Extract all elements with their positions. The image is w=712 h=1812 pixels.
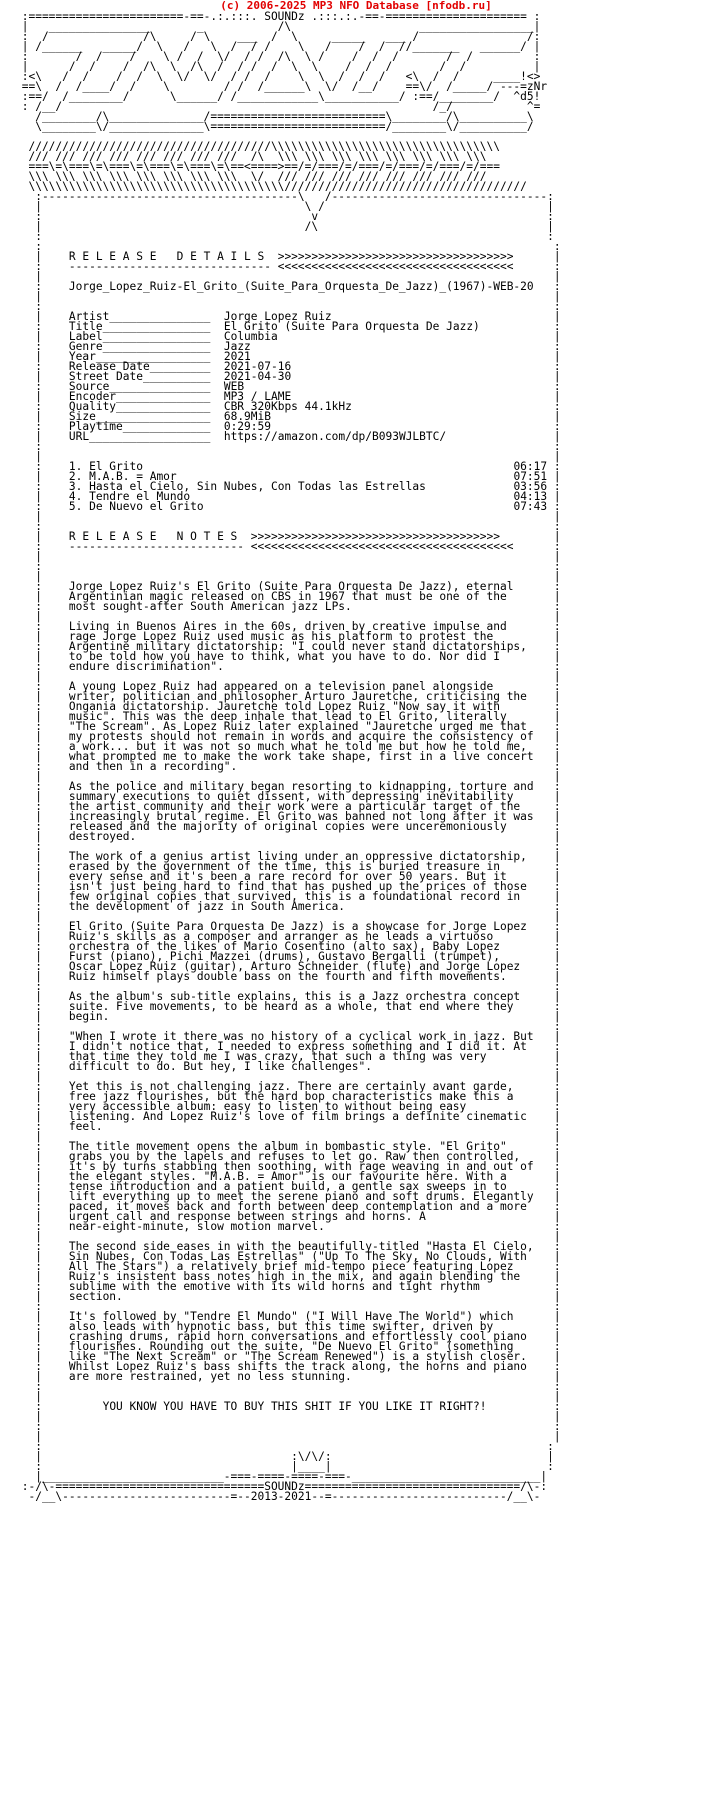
note-text: every sense and it's been a rare record for over 50 years. But it [68, 870, 507, 883]
note-text: urgent call and response between strings and horns. A [68, 1210, 426, 1223]
field-label: Quality [68, 400, 117, 413]
blank-line: | | [15, 290, 561, 303]
note-text: it's by turns stabbing then soothing, with rage weaving in and out of [68, 1160, 534, 1173]
note-text: sublime with the emotive with its wild horns and tight rhythm [68, 1280, 480, 1293]
field-value: WEB [223, 380, 245, 393]
blank-line: | | [15, 1410, 561, 1423]
note-line: : Oscar Lopez Ruiz (guitar), Arturo Schneider (flute) and Jorge Lopez : [15, 960, 561, 973]
note-line: | like "The Next Scream" or "The Scream Renewed") is a stylish closer. | [15, 1350, 561, 1363]
note-text: near-eight-minute, slow motion marvel. [68, 1220, 325, 1233]
footer-art-line: : : [15, 1440, 554, 1453]
detail-row: | URL__________________ https://amazon.com/dp/B093WJLBTC/ | [15, 430, 561, 443]
field-value: 2021-07-16 [223, 360, 292, 373]
note-line: | It's followed by "Tendre El Mundo" ("I Will Have The World") which | [15, 1310, 561, 1323]
blank-line: | | [15, 1430, 561, 1443]
note-line: | As the album's sub-title explains, this is a Jazz orchestra concept | [15, 990, 561, 1003]
note-line: | Furst (piano), Pichi Mazzei (drums), Gustavo Bergalli (trumpet), | [15, 950, 561, 963]
field-value: CBR 320Kbps 44.1kHz [223, 400, 352, 413]
blank-line: | | [15, 1070, 561, 1083]
note-line: : All The Stars") a relatively brief mid-tempo piece featuring Lopez : [15, 1260, 561, 1273]
note-text: most sought-after South American jazz LPs. [68, 600, 352, 613]
section-heading-underline: : -------------------------- <<<<<<<<<<<<<<<<<<<<<<<<<<<<<<<<<<<<<<< : [15, 540, 561, 553]
field-value: El Grito (Suite Para Orquesta De Jazz) [223, 320, 480, 333]
arrows-decoration: <<<<<<<<<<<<<<<<<<<<<<<<<<<<<<<<<<< [277, 260, 514, 273]
note-line: : endure discrimination". : [15, 660, 561, 673]
track-row: | 4. Tendre el Mundo 04:13 | [15, 490, 561, 503]
field-value: MP3 / LAME [223, 390, 292, 403]
banner-art-line: | /\ | [15, 220, 554, 233]
blank-line: | | [15, 570, 561, 583]
note-line: | Sin Nubes, Con Todas Las Estrellas" ("Up To The Sky, No Clouds, With | [15, 1250, 561, 1263]
note-text: I didn't notice that, I needed to express something and I did it. At [68, 1040, 527, 1053]
blank-line: : : [15, 980, 561, 993]
banner-art-line: \________\/______________\==========================/________\/__________/ [15, 120, 534, 133]
note-line: | grabs you by the lapels and refuses to let go. Raw then controlled, | [15, 1150, 561, 1163]
field-label: Playtime [68, 420, 123, 433]
blank-line: : : [15, 1300, 561, 1313]
note-text: The work of a genius artist living under an oppressive dictatorship, [68, 850, 527, 863]
footer-art-line: : |____| : [15, 1460, 554, 1473]
track-row: | 2. M.A.B. = Amor 07:51 | [15, 470, 561, 483]
note-line: | rage Jorge Lopez Ruiz used music as his platform to protest the | [15, 630, 561, 643]
note-line: | listening. And Lopez Ruiz's love of film brings a definite cinematic | [15, 1110, 561, 1123]
blank-line: | | [15, 510, 561, 523]
nfo-document [15, 12, 705, 1502]
note-line: : also leads with hypnotic bass, but this time swifter, driven by : [15, 1320, 561, 1333]
note-text: Whilst Lopez Ruiz's bass shifts the track along, the horns and piano [68, 1360, 527, 1373]
note-line: : Yet this is not challenging jazz. There are certainly avant garde, : [15, 1080, 561, 1093]
note-text: The title movement opens the album in bombastic style. "El Grito" [68, 1140, 507, 1153]
release-name: Jorge_Lopez_Ruiz-El_Grito_(Suite_Para_Orquesta_De_Jazz)_(1967)-WEB-20 [68, 280, 534, 293]
blank-line: | | [15, 610, 561, 623]
note-text: increasingly brutal regime. El Grito was banned not long after it was [68, 810, 534, 823]
track-row: : 3. Hasta el Cielo, Sin Nubes, Con Todas las Estrellas 03:56 : [15, 480, 561, 493]
note-text: Sin Nubes, Con Todas Las Estrellas" ("Up To The Sky, No Clouds, With [68, 1250, 527, 1263]
note-line: | section. | [15, 1290, 561, 1303]
note-line: | every sense and it's been a rare record for over 50 years. But it | [15, 870, 561, 883]
release-details-heading: R E L E A S E D E T A I L S [68, 250, 265, 263]
detail-row: : Source_______________ WEB : [15, 380, 561, 393]
track-time: 06:17 [513, 460, 548, 473]
banner-art-line: | /______ _____/ \ / \ / / / \ / / / //_______ ______/ | [15, 40, 541, 53]
note-text: Ruiz's insistent bass notes high in the mix, and again blending the [68, 1270, 521, 1283]
banner-art-line: | _______________ _ /\ _________________| [15, 20, 541, 33]
detail-row: : Playtime_____________ 0:29:59 : [15, 420, 561, 433]
arrows-decoration: <<<<<<<<<<<<<<<<<<<<<<<<<<<<<<<<<<<<<<< [250, 540, 514, 553]
footer-art-line: -/__\-------------------------=--2013-2021--=--------------------------/__\- [15, 1490, 541, 1503]
note-text: summary executions to quiet dissent, with depressing inevitability [68, 790, 514, 803]
banner-art-line: :<\ / / / / \ \/ \/ / / / \ \ / / / <\ / / ____!<> [15, 70, 541, 83]
track-time: 04:13 [513, 490, 548, 503]
note-text: the development of jazz in South America. [68, 900, 346, 913]
note-text: rage Jorge Lopez Ruiz used music as his platform to protest the [68, 630, 494, 643]
note-text: few original copies that survived, this is a foundational record in [68, 890, 521, 903]
field-label: Label [68, 330, 103, 343]
note-line: | free jazz flourishes, but the hard bop characteristics make this a | [15, 1090, 561, 1103]
note-line: : The second side eases in with the beautifully-titled "Hasta El Cielo, : [15, 1240, 561, 1253]
note-line: | to be told how you have to think, what you have to do. Nor did I | [15, 650, 561, 663]
banner-art-line: /________/\______________/==========================\________/\__________\ [15, 110, 534, 123]
note-line: : sublime with the emotive with its wild horns and tight rhythm : [15, 1280, 561, 1293]
note-text: A young Lopez Ruiz had appeared on a television panel alongside [68, 680, 494, 693]
blank-line: : : [15, 240, 561, 253]
note-line: | Ruiz's skills as a composer and arranger as he leads a virtuoso | [15, 930, 561, 943]
note-text: "When I wrote it there was no history of a cyclical work in jazz. But [68, 1030, 534, 1043]
detail-row: | Encoder______________ MP3 / LAME | [15, 390, 561, 403]
banner-art-line: : / /\ / \ ___ / \ _____ ___ / /: [15, 30, 541, 43]
note-text: section. [68, 1290, 123, 1303]
note-text: free jazz flourishes, but the hard bop characteristics make this a [68, 1090, 514, 1103]
note-text: Argentine military dictatorship: "I could never stand dictatorships, [68, 640, 527, 653]
banner-art-line: | / / / /\ \ /\ / / / / \ \ / / / / / | [15, 60, 541, 73]
site-header: (c) 2006-2025 MP3 NFO Database [nfodb.ru] [220, 0, 492, 12]
blank-line: | | [15, 770, 561, 783]
note-line: : I didn't notice that, I needed to express something and I did it. At : [15, 1040, 561, 1053]
detail-row: : Title________________ El Grito (Suite Para Orquesta De Jazz) : [15, 320, 561, 333]
note-text: Oscar Lopez Ruiz (guitar), Arturo Schneider (flute) and Jorge Lopez [68, 960, 521, 973]
blank-line: : : [15, 1420, 561, 1433]
note-text: like "The Next Scream" or "The Scream Renewed") is a stylish closer. [68, 1350, 527, 1363]
section-heading: | R E L E A S E D E T A I L S >>>>>>>>>>>>>>>>>>>>>>>>>>>>>>>>>>> | [15, 250, 561, 263]
blank-line: | | [15, 1230, 561, 1243]
note-line: | Argentinian magic released on CBS in 1967 that must be one of the | [15, 590, 561, 603]
note-text: "The Scream". As Lopez Ruiz later explained "Jauretche urged me that [68, 720, 527, 733]
section-heading-underline: : ------------------------------ <<<<<<<<<<<<<<<<<<<<<<<<<<<<<<<<<<< : [15, 260, 561, 273]
heading-underline: ------------------------------ [68, 260, 271, 273]
footer-art-line: | :\/\/: | [15, 1450, 554, 1463]
field-value: Columbia [223, 330, 278, 343]
banner-art-line: :==/ /________/ \______/ /____________\___________/ :==/________/ ^d5! [15, 90, 541, 103]
detail-row: | Street Date__________ 2021-04-30 | [15, 370, 561, 383]
banner-art-line: ////////////////////////////////////\\\\\\\\\\\\\\\\\\\\\\\\\\\\\\\\\\ [15, 140, 500, 153]
blank-line: | | [15, 670, 561, 683]
field-value: Jorge Lopez Ruiz [223, 310, 332, 323]
track-title: 2. M.A.B. = Amor [68, 470, 177, 483]
note-text: feel. [68, 1120, 103, 1133]
blank-line: | | [15, 1130, 561, 1143]
note-line: : feel. : [15, 1120, 561, 1133]
field-label: Title [68, 320, 103, 333]
note-line: : Ongania dictatorship. Jauretche told Lopez Ruiz "Now say it with : [15, 700, 561, 713]
note-text: endure discrimination". [68, 660, 224, 673]
banner-line [15, 122, 705, 132]
detail-row: | Artist_______________ Jorge Lopez Ruiz | [15, 310, 561, 323]
note-line: | writer, politician and philosopher Arturo Jauretche, criticising the | [15, 690, 561, 703]
banner-art-line: \\\\\\\\\\\\\\\\\\\\\\\\\\\\\\\\\\\\\\//////////////////////////////////// [15, 180, 527, 193]
note-text: Furst (piano), Pichi Mazzei (drums), Gustavo Bergalli (trumpet), [68, 950, 500, 963]
note-line: : difficult to do. But hey, I like challenges". : [15, 1060, 561, 1073]
blank-line: | | [15, 550, 561, 563]
note-line: | my protests should not remain in words and acquire the consistency of | [15, 730, 561, 743]
note-line: : Living in Buenos Aires in the 60s, driven by creative impulse and : [15, 620, 561, 633]
field-label: Source [68, 380, 110, 393]
note-line: : suite. Five movements, to be heard as a whole, that end where they : [15, 1000, 561, 1013]
track-time: 07:51 [513, 470, 548, 483]
note-text: El Grito (Suite Para Orquesta De Jazz) is a showcase for Jorge Lopez [68, 920, 527, 933]
note-line: : a work... but it was not so much what he told me but how he told me, : [15, 740, 561, 753]
note-line: | increasingly brutal regime. El Grito was banned not long after it was | [15, 810, 561, 823]
note-line: : El Grito (Suite Para Orquesta De Jazz) is a showcase for Jorge Lopez : [15, 920, 561, 933]
note-line: | what prompted me to make the work take shape, first in a live concert | [15, 750, 561, 763]
note-text: to be told how you have to think, what you have to do. Nor did I [68, 650, 500, 663]
note-line: | "When I wrote it there was no history of a cyclical work in jazz. But | [15, 1030, 561, 1043]
banner-art-line: ===\=\===\=\===\=\===\=\===\=\==<====>==/=/===/=/===/=/===/=/===/=/=== [15, 160, 500, 173]
footer-art-line: |___________________________-===-====-====-===-____________________________| [15, 1470, 548, 1483]
footer-art-line: :-/\-===============================SOUNDz================================/\-: [15, 1480, 548, 1493]
note-line: : "The Scream". As Lopez Ruiz later explained "Jauretche urged me that : [15, 720, 561, 733]
note-line: : it's by turns stabbing then soothing, with rage weaving in and out of : [15, 1160, 561, 1173]
banner-art-line: :--------------------------------------\ /--------------------------------: [15, 190, 554, 203]
field-label: Artist [68, 310, 110, 323]
note-line: | summary executions to quiet dissent, with depressing inevitability | [15, 790, 561, 803]
note-text: As the police and military began resorting to kidnapping, torture and [68, 780, 534, 793]
track-time: 03:56 [513, 480, 548, 493]
note-text: lift everything up to meet the serene piano and soft drums. Elegantly [68, 1190, 534, 1203]
note-text: Ongania dictatorship. Jauretche told Lopez Ruiz "Now say it with [68, 700, 500, 713]
field-value: 68.9MiB [223, 410, 271, 423]
banner-art-line: : / / / \ / / \/ / / /\ \ / / / / / / : [15, 50, 541, 63]
closing-row: : YOU KNOW YOU HAVE TO BUY THIS SHIT IF YOU LIKE IT RIGHT?! : [15, 1400, 561, 1413]
note-line: : Whilst Lopez Ruiz's bass shifts the track along, the horns and piano : [15, 1360, 561, 1373]
note-text: released and the majority of original copies were unceremoniously [68, 820, 507, 833]
note-text: what prompted me to make the work take shape, first in a live concert [68, 750, 534, 763]
banner-art-line: : v : [15, 210, 554, 223]
note-line: : very accessible album: easy to listen to without being easy : [15, 1100, 561, 1113]
blank-line: | | [15, 450, 561, 463]
blank-line: : : [15, 560, 561, 573]
note-line: : flourishes. Rounding out the suite, "De Nuevo El Grito" (something : [15, 1340, 561, 1353]
note-line: : near-eight-minute, slow motion marvel. : [15, 1220, 561, 1233]
note-text: Yet this is not challenging jazz. There are certainly avant garde, [68, 1080, 514, 1093]
note-line: | destroyed. | [15, 830, 561, 843]
note-text: crashing drums, rapid horn conversations and effortlessly cool piano [68, 1330, 527, 1343]
note-text: It's followed by "Tendre El Mundo" ("I Will Have The World") which [68, 1310, 514, 1323]
note-text: Ruiz himself plays double bass on the fourth and fifth movements. [68, 970, 507, 983]
note-line: : the development of jazz in South America. : [15, 900, 561, 913]
note-text: paced, it moves back and forth between deep contemplation and a more [68, 1200, 527, 1213]
note-line: | the elegant styles. "M.A.B. = Amor" is our favourite here. With a | [15, 1170, 561, 1183]
track-title: 4. Tendre el Mundo [68, 490, 191, 503]
heading-underline: -------------------------- [68, 540, 245, 553]
note-text: flourishes. Rounding out the suite, "De Nuevo El Grito" (something [68, 1340, 514, 1353]
note-line: : Argentine military dictatorship: "I could never stand dictatorships, : [15, 640, 561, 653]
detail-row: : Release Date_________ 2021-07-16 : [15, 360, 561, 373]
note-line: | urgent call and response between strings and horns. A | [15, 1210, 561, 1223]
track-row: : 5. De Nuevo el Grito 07:43 : [15, 500, 561, 513]
note-text: music". This was the deep inhale that lead to El Grito, literally [68, 710, 507, 723]
release-notes-heading: R E L E A S E N O T E S [68, 530, 238, 543]
track-row: : 1. El Grito 06:17 : [15, 460, 561, 473]
banner-art-line: /// /// /// /// /// /// /// /// /\ \\\ \\\ \\\ \\\ \\\ \\\ \\\ \\\ [15, 150, 487, 163]
section-heading: | R E L E A S E N O T E S >>>>>>>>>>>>>>>>>>>>>>>>>>>>>>>>>>>>> | [15, 530, 561, 543]
detail-row: : Genre________________ Jazz : [15, 340, 561, 353]
note-line: : most sought-after South American jazz LPs. : [15, 600, 561, 613]
note-text: Argentinian magic released on CBS in 1967 that must be one of the [68, 590, 507, 603]
note-text: Jorge Lopez Ruiz's El Grito (Suite Para Orquesta De Jazz), eternal [68, 580, 514, 593]
blank-line: : : [15, 300, 561, 313]
release-name-line: : Jorge_Lopez_Ruiz-El_Grito_(Suite_Para_Orquesta_De_Jazz)_(1967)-WEB-20 : [15, 280, 561, 293]
note-text: difficult to do. But hey, I like challenges". [68, 1060, 372, 1073]
blank-line: : : [15, 1020, 561, 1033]
note-line: : tense introduction and a patient build, a gentle sax sweeps in to : [15, 1180, 561, 1193]
note-text: the artist community and their work were a particular target of the [68, 800, 521, 813]
note-line: | music". This was the deep inhale that lead to El Grito, literally | [15, 710, 561, 723]
note-text: begin. [68, 1010, 110, 1023]
note-line: : orchestra of the likes of Mario Cosentino (alto sax), Baby Lopez : [15, 940, 561, 953]
note-text: suite. Five movements, to be heard as a whole, that end where they [68, 1000, 514, 1013]
arrows-decoration: >>>>>>>>>>>>>>>>>>>>>>>>>>>>>>>>>>>>> [250, 530, 500, 543]
note-line: : Jorge Lopez Ruiz's El Grito (Suite Para Orquesta De Jazz), eternal : [15, 580, 561, 593]
field-label: Street Date [68, 370, 143, 383]
blank-line: : : [15, 520, 561, 533]
note-text: also leads with hypnotic bass, but this time swifter, driven by [68, 1320, 494, 1333]
closing-line: YOU KNOW YOU HAVE TO BUY THIS SHIT IF YOU LIKE IT RIGHT?! [102, 1400, 487, 1413]
note-text: erased by the government of the time, this is buried treasure in [68, 860, 500, 873]
note-line: : and then in a recording". : [15, 760, 561, 773]
note-text: destroyed. [68, 830, 137, 843]
footer-line [15, 1492, 705, 1502]
blank-line: : : [15, 440, 561, 453]
note-text: grabs you by the lapels and refuses to let go. Raw then controlled, [68, 1150, 521, 1163]
banner-art-line: : /__/ /_/ ^= [15, 100, 541, 113]
detail-row: : Quality______________ CBR 320Kbps 44.1kHz : [15, 400, 561, 413]
note-text: Ruiz's skills as a composer and arranger as he leads a virtuoso [68, 930, 494, 943]
field-value: 2021 [223, 350, 251, 363]
note-line: | are more restrained, yet no less stunning. | [15, 1370, 561, 1383]
detail-row: | Year_________________ 2021 | [15, 350, 561, 363]
banner-art-line: \\\ \\\ \\\ \\\ \\\ \\\ \\\ \\\ \/ /// /// /// /// /// /// /// /// [15, 170, 487, 183]
note-text: isn't just being hard to find that has pushed up the prices of those [68, 880, 527, 893]
field-value: 2021-04-30 [223, 370, 292, 383]
field-value: Jazz [223, 340, 251, 353]
note-line: : erased by the government of the time, this is buried treasure in : [15, 860, 561, 873]
note-text: my protests should not remain in words and acquire the consistency of [68, 730, 534, 743]
note-line: : The title movement opens the album in bombastic style. "El Grito" : [15, 1140, 561, 1153]
note-line: | begin. | [15, 1010, 561, 1023]
note-text: are more restrained, yet no less stunning. [68, 1370, 352, 1383]
note-line: : released and the majority of original copies were unceremoniously : [15, 820, 561, 833]
banner-art-line: :=======================-==-.:.:::. SOUNDz .:::.:.-==-===================== : [15, 10, 541, 23]
banner-art-line: | \ / | [15, 200, 554, 213]
note-line: | The work of a genius artist living under an oppressive dictatorship, | [15, 850, 561, 863]
note-line: : isn't just being hard to find that has pushed up the prices of those : [15, 880, 561, 893]
note-line: | Ruiz himself plays double bass on the fourth and fifth movements. | [15, 970, 561, 983]
note-line: : A young Lopez Ruiz had appeared on a television panel alongside : [15, 680, 561, 693]
note-text: Living in Buenos Aires in the 60s, driven by creative impulse and [68, 620, 507, 633]
track-title: 5. De Nuevo el Grito [68, 500, 204, 513]
note-line: | crashing drums, rapid horn conversations and effortlessly cool piano | [15, 1330, 561, 1343]
note-line: | Ruiz's insistent bass notes high in the mix, and again blending the | [15, 1270, 561, 1283]
field-label: Encoder [68, 390, 117, 403]
note-text: writer, politician and philosopher Arturo Jauretche, criticising the [68, 690, 527, 703]
track-title: 1. El Grito [68, 460, 143, 473]
banner-art-line: ==\ / /____/ / \ / / /______\ \/ /__/ ==\/ /_____/ ---=zNr [15, 80, 548, 93]
detail-row: | Size_________________ 68.9MiB | [15, 410, 561, 423]
note-text: orchestra of the likes of Mario Cosentino (alto sax), Baby Lopez [68, 940, 500, 953]
blank-line: | | [15, 1390, 561, 1403]
note-line: | that time they told me I was crazy, that such a thing was very | [15, 1050, 561, 1063]
note-line: : paced, it moves back and forth between deep contemplation and a more : [15, 1200, 561, 1213]
note-line: | lift everything up to meet the serene piano and soft drums. Elegantly | [15, 1190, 561, 1203]
note-line: : the artist community and their work were a particular target of the : [15, 800, 561, 813]
note-line: : As the police and military began resorting to kidnapping, torture and : [15, 780, 561, 793]
field-label: URL [68, 430, 90, 443]
note-text: that time they told me I was crazy, that such a thing was very [68, 1050, 487, 1063]
field-value: https://amazon.com/dp/B093WJLBTC/ [223, 430, 447, 443]
banner-art-line: : : [15, 230, 554, 243]
track-time: 07:43 [513, 500, 548, 513]
arrows-decoration: >>>>>>>>>>>>>>>>>>>>>>>>>>>>>>>>>>> [277, 250, 514, 263]
field-value: 0:29:59 [223, 420, 271, 433]
field-label: Genre [68, 340, 103, 353]
note-text: All The Stars") a relatively brief mid-tempo piece featuring Lopez [68, 1260, 514, 1273]
field-label: Year [68, 350, 96, 363]
field-label: Release Date [68, 360, 150, 373]
note-line: | few original copies that survived, this is a foundational record in | [15, 890, 561, 903]
note-text: tense introduction and a patient build, a gentle sax sweeps in to [68, 1180, 507, 1193]
note-text: listening. And Lopez Ruiz's love of film brings a definite cinematic [68, 1110, 527, 1123]
note-text: very accessible album: easy to listen to without being easy [68, 1100, 467, 1113]
note-text: and then in a recording". [68, 760, 238, 773]
field-label: Size [68, 410, 96, 423]
track-title: 3. Hasta el Cielo, Sin Nubes, Con Todas las Estrellas [68, 480, 426, 493]
note-text: The second side eases in with the beautifully-titled "Hasta El Cielo, [68, 1240, 534, 1253]
blank-line: : : [15, 840, 561, 853]
note-text: As the album's sub-title explains, this is a Jazz orchestra concept [68, 990, 521, 1003]
detail-row: | Label________________ Columbia | [15, 330, 561, 343]
blank-line: | | [15, 270, 561, 283]
note-text: the elegant styles. "M.A.B. = Amor" is our favourite here. With a [68, 1170, 507, 1183]
blank-line: : : [15, 1380, 561, 1393]
note-text: a work... but it was not so much what he told me but how he told me, [68, 740, 527, 753]
blank-line: | | [15, 910, 561, 923]
